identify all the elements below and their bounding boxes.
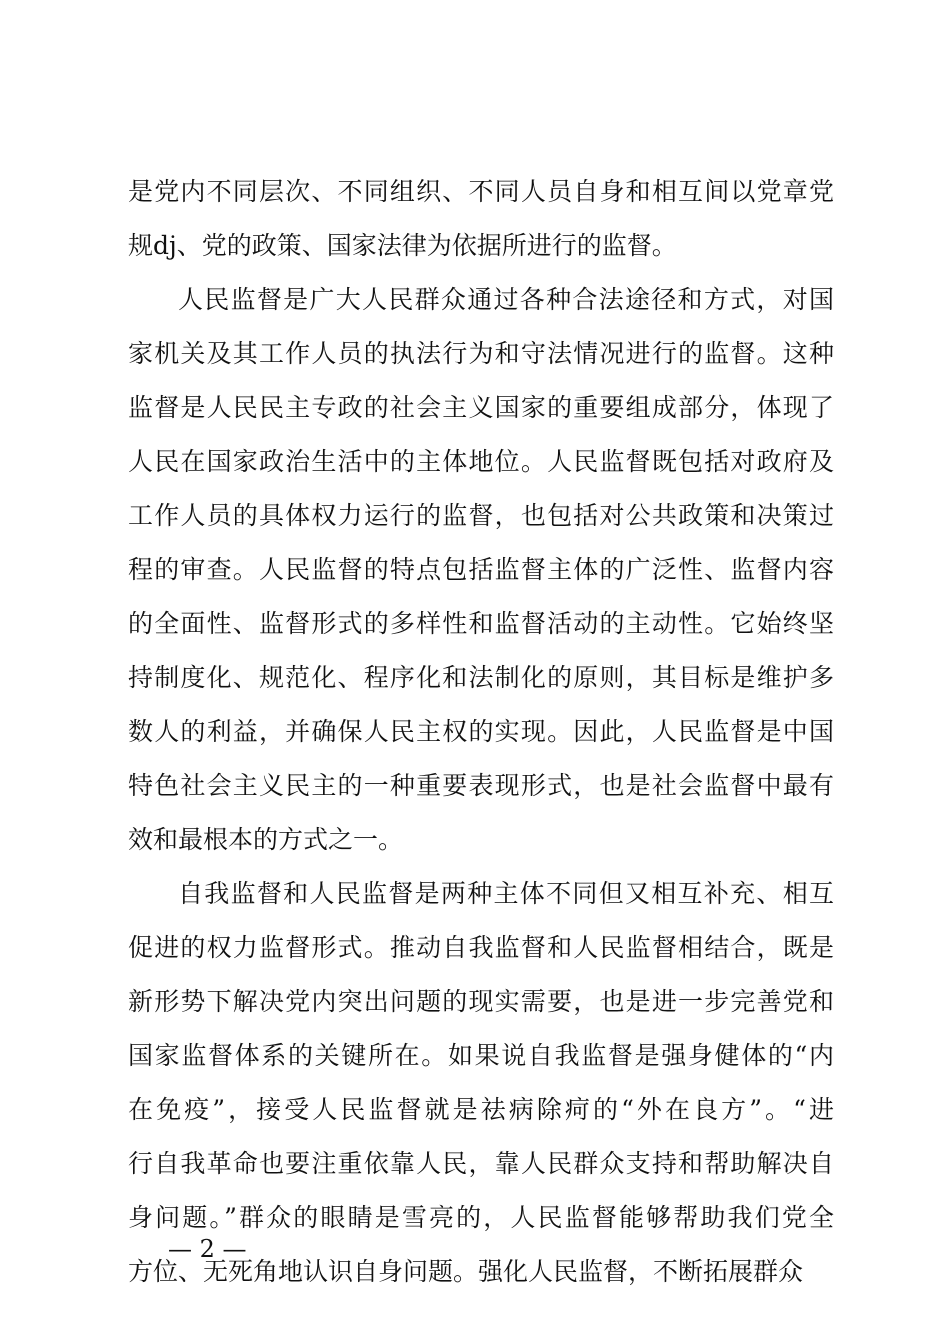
text-line: 特色社会主义民主的一种重要表现形式，也是社会监督中最有 xyxy=(128,771,834,800)
text-line: 人民在国家政治生活中的主体地位。人民监督既包括对政府及 xyxy=(128,447,834,476)
text-line: 国家监督体系的关键所在。如果说自我监督是强身健体的“内 xyxy=(128,1041,834,1070)
document-body xyxy=(128,165,834,1299)
text-line: 工作人员的具体权力运行的监督，也包括对公共政策和决策过 xyxy=(128,501,834,530)
text-line: 在免疫”，接受人民监督就是祛病除疴的“外在良方”。“进 xyxy=(128,1095,834,1124)
text-line: 是党内不同层次、不同组织、不同人员自身和相互间以党章党 xyxy=(128,177,834,206)
text-line: 效和最根本的方式之一。 xyxy=(128,825,404,854)
text-line: 方位、无死角地认识自身问题。强化人民监督，不断拓展群众 xyxy=(128,1257,804,1286)
text-line: 新形势下解决党内突出问题的现实需要，也是进一步完善党和 xyxy=(128,987,834,1016)
text-line: 身问题。”群众的眼睛是雪亮的，人民监督能够帮助我们党全 xyxy=(128,1203,834,1232)
text-line: 持制度化、规范化、程序化和法制化的原则，其目标是维护多 xyxy=(128,663,834,692)
paragraph xyxy=(128,273,834,867)
text-line: 促进的权力监督形式。推动自我监督和人民监督相结合，既是 xyxy=(128,933,834,962)
page-number: — 2 — xyxy=(168,1235,247,1263)
text-line: 程的审查。人民监督的特点包括监督主体的广泛性、监督内容 xyxy=(128,555,834,584)
text-line: 家机关及其工作人员的执法行为和守法情况进行的监督。这种 xyxy=(128,339,834,368)
text-line: 自我监督和人民监督是两种主体不同但又相互补充、相互 xyxy=(178,879,834,908)
text-line: 行自我革命也要注重依靠人民，靠人民群众支持和帮助解决自 xyxy=(128,1149,834,1178)
text-line: 数人的利益，并确保人民主权的实现。因此，人民监督是中国 xyxy=(128,717,834,746)
text-line: 规dj、党的政策、国家法律为依据所进行的监督。 xyxy=(128,231,677,260)
text-line: 的全面性、监督形式的多样性和监督活动的主动性。它始终坚 xyxy=(128,609,834,638)
paragraph xyxy=(128,165,834,273)
text-line: 人民监督是广大人民群众通过各种合法途径和方式，对国 xyxy=(178,285,834,314)
text-line: 监督是人民民主专政的社会主义国家的重要组成部分，体现了 xyxy=(128,393,834,422)
